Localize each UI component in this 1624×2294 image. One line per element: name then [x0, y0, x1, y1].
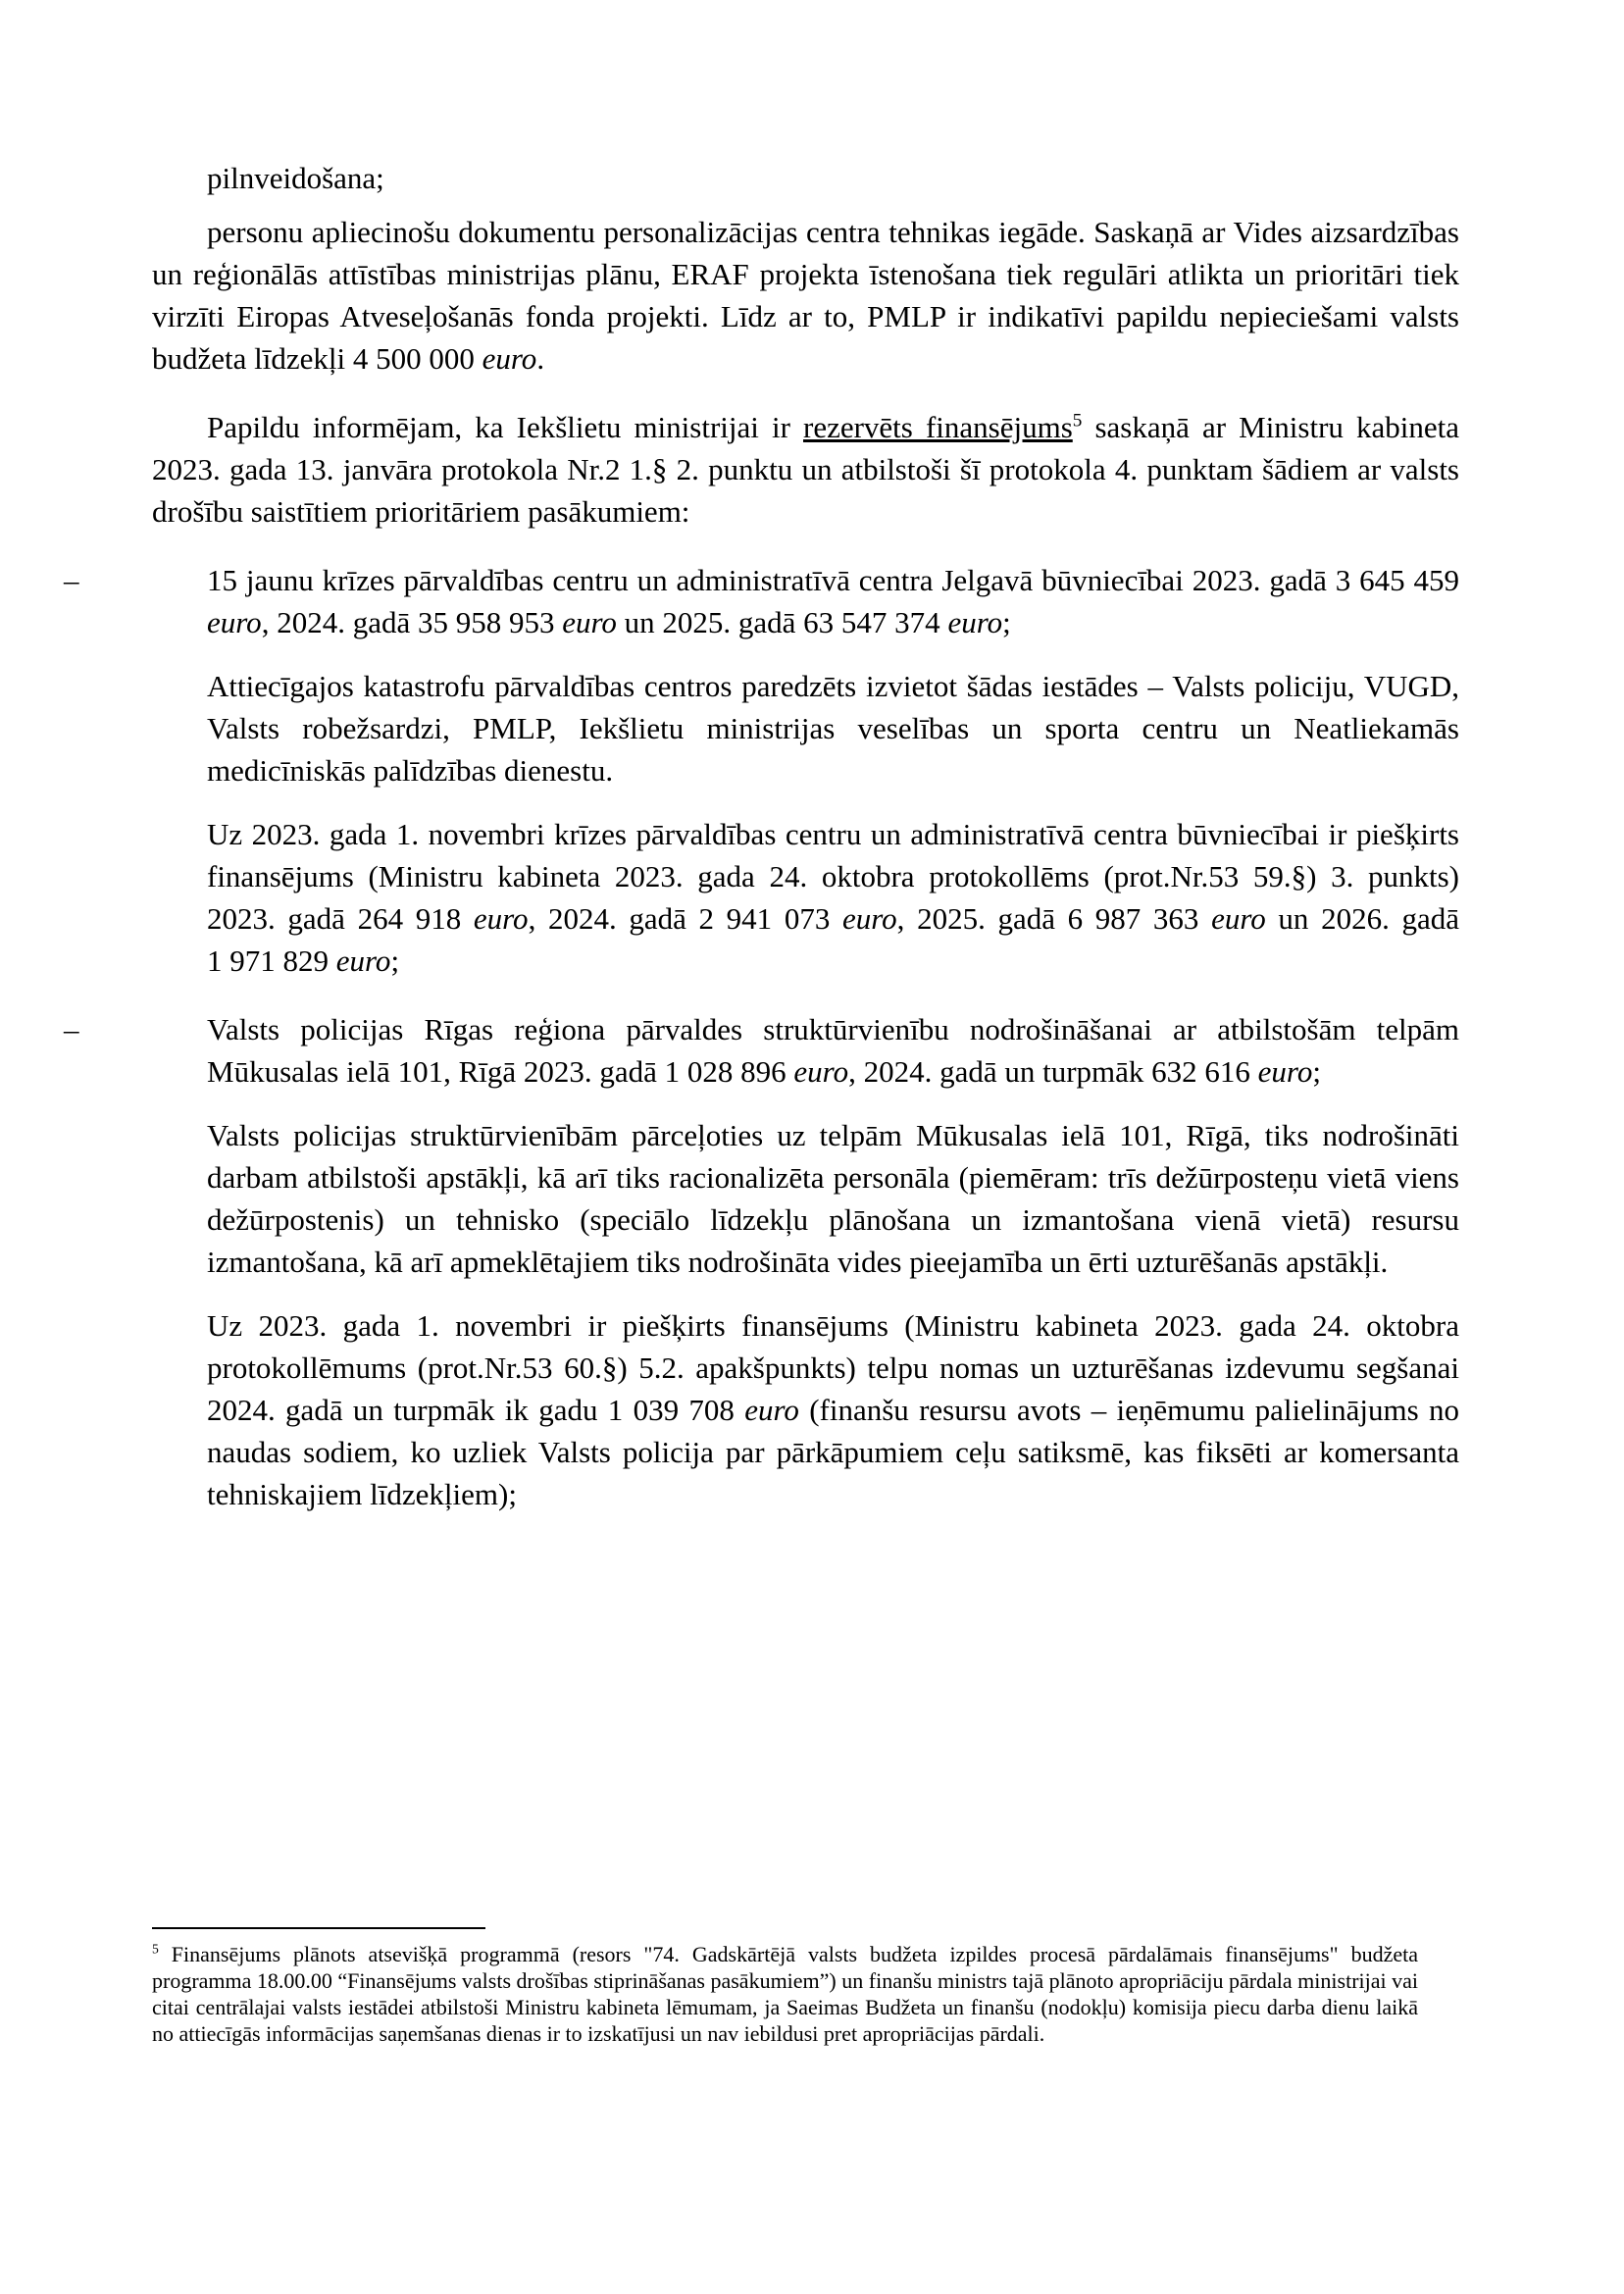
footnote-separator-line — [152, 1927, 485, 1929]
list-item-text — [207, 559, 1459, 643]
footnote-area — [152, 1927, 1418, 2047]
text-segment: , 2025. gadā 6 987 363 — [896, 901, 1212, 936]
text-segment-sup: 5 — [1072, 410, 1083, 432]
text-segment: , 2024. gadā un turpmāk 632 616 — [848, 1054, 1258, 1089]
text-segment-italic: euro — [482, 341, 537, 376]
paragraph-strukturvienibam-parcelojoties — [207, 1114, 1459, 1283]
text-segment: Uz 2023. gada 1. novembri krīzes pārvaldības centru un administratīvā centra būvniecībai ir piešķirts finansējums (Ministru kabineta 2023. gada 24. oktobra protokollēms (prot.Nr.53 59.§) 3. punkts) 2023. gadā 264 918 — [207, 817, 1459, 936]
paragraph-personu-apliecinosu — [152, 211, 1459, 380]
text-segment: Valsts policijas struktūrvienībām pārceļoties uz telpām Mūkusalas ielā 101, Rīgā, tiks nodrošināti darbam atbilstoši apstākļi, kā arī tiks racionalizēta personāla (piemēram: trīs dežūrposteņu vietā viens dežūrpostenis) un tehnisko (speciālo līdzekļu plānošana un izmantošana vienā vietā) resursu izmantošana, kā arī apmeklētajiem tiks nodrošināta vides pieejamība un ērti uzturēšanās apstākļi. — [207, 1118, 1459, 1279]
list-dash-icon: – — [64, 1012, 79, 1046]
text-segment-italic: euro — [841, 901, 897, 936]
text-segment: ; — [1312, 1054, 1321, 1089]
text-segment: un 2025. gadā 63 547 374 — [616, 605, 948, 639]
text-segment: Papildu informējam, ka Iekšlietu ministrijai ir — [207, 410, 803, 444]
text-segment-italic: euro — [947, 605, 1003, 639]
text-segment-sup: 5 — [152, 1941, 159, 1957]
paragraph-pilnveidosana — [152, 157, 1459, 199]
text-segment-italic: euro — [793, 1054, 849, 1089]
text-segment: saskaņā ar Ministru kabineta 2023. gada 13. janvāra protokola Nr.2 1.§ 2. punktu un atbilstoši šī protokola 4. punktam šādiem ar valsts drošību saistītiem prioritāriem pasākumiem: — [152, 410, 1460, 529]
text-segment-italic: euro — [1211, 901, 1266, 936]
text-segment: , 2024. gadā 2 941 073 — [528, 901, 842, 936]
text-segment-italic: euro — [1257, 1054, 1313, 1089]
list-dash-icon: – — [64, 563, 79, 597]
paragraph-attiecigajos-katastrofu — [207, 665, 1459, 791]
text-segment: un 2026. gadā 1 971 829 — [207, 901, 1459, 978]
text-segment: ; — [1002, 605, 1011, 639]
paragraph-uz-2023-pieskirts-finansejums — [207, 1304, 1459, 1515]
document-body — [64, 157, 1460, 1515]
text-segment: , 2024. gadā 35 958 953 — [261, 605, 563, 639]
text-segment: personu apliecinošu dokumentu personalizācijas centra tehnikas iegāde. Saskaņā ar Vides aizsardzības un reģionālās attīstības ministrijas plānu, ERAF projekta īstenošana tiek regulāri atlikta un prioritāri tiek virzīti Eiropas Atveseļošanās fonda projekti. Līdz ar to, PMLP ir indikatīvi papildu nepieciešami valsts budžeta līdzekļi 4 500 000 — [152, 215, 1459, 376]
list-item-text — [207, 1008, 1459, 1093]
text-segment: 15 jaunu krīzes pārvaldības centru un administratīvā centra Jelgavā būvniecībai 2023. gadā 3 645 459 — [207, 563, 1459, 597]
text-segment-underline: rezervēts finansējums — [803, 410, 1073, 444]
text-segment: Attiecīgajos katastrofu pārvaldības centros paredzēts izvietot šādas iestādes – Valsts policiju, VUGD, Valsts robežsardzi, PMLP, Iekšlietu ministrijas veselības un sporta centru un Neatliekamās medicīniskās palīdzības dienestu. — [207, 669, 1459, 788]
text-segment: ; — [390, 943, 400, 978]
text-segment-italic: euro — [473, 901, 529, 936]
paragraph-uz-2023-krizes-centri — [207, 813, 1459, 982]
paragraph-papildu-informejam — [152, 406, 1459, 533]
text-segment-italic: euro — [562, 605, 617, 639]
text-segment: Uz 2023. gada 1. novembri ir piešķirts finansējums (Ministru kabineta 2023. gada 24. oktobra protokollēmums (prot.Nr.53 60.§) 5.2. apakšpunkts) telpu nomas un uzturēšanas izdevumu segšanai 2024. gadā un turpmāk ik gadu 1 039 708 — [207, 1308, 1459, 1427]
text-segment: Finansējums plānots atsevišķā programmā (resors "74. Gadskārtējā valsts budžeta izpildes procesā pārdalāmais finansējums" budžeta programma 18.00.00 “Finansējums valsts drošības stiprināšanas pasākumiem”) un finanšu ministrs tajā plānoto apropriāciju pārdala ministrijai vai citai centrālajai valsts iestādei atbilstoši Ministru kabineta lēmumam, ja Saeimas Budžeta un finanšu (nodokļu) komisija piecu darba dienu laikā no attiecīgās informācijas saņemšanas dienas ir to izskatījusi un nav iebildusi pret apropriācijas pārdali. — [152, 1942, 1418, 2046]
text-segment: . — [536, 341, 545, 376]
footnote-text — [152, 1941, 1418, 2047]
text-segment-italic: euro — [207, 605, 262, 639]
text-segment-italic: euro — [744, 1393, 799, 1427]
list-item-valsts-policijas-rigas-regions — [64, 1008, 1459, 1093]
text-segment: Valsts policijas Rīgas reģiona pārvaldes struktūrvienību nodrošināšanai ar atbilstošām telpām Mūkusalas ielā 101, Rīgā 2023. gadā 1 028 896 — [207, 1012, 1459, 1089]
text-segment: pilnveidošana; — [207, 161, 384, 195]
list-item-krizes-parvaldibas-centri — [64, 559, 1459, 643]
text-segment-italic: euro — [335, 943, 391, 978]
text-segment: (finanšu resursu avots – ieņēmumu palielinājums no naudas sodiem, ko uzliek Valsts policija par pārkāpumiem ceļu satiksmē, kas fiksēti ar komersanta tehniskajiem līdzekļiem); — [207, 1393, 1459, 1511]
